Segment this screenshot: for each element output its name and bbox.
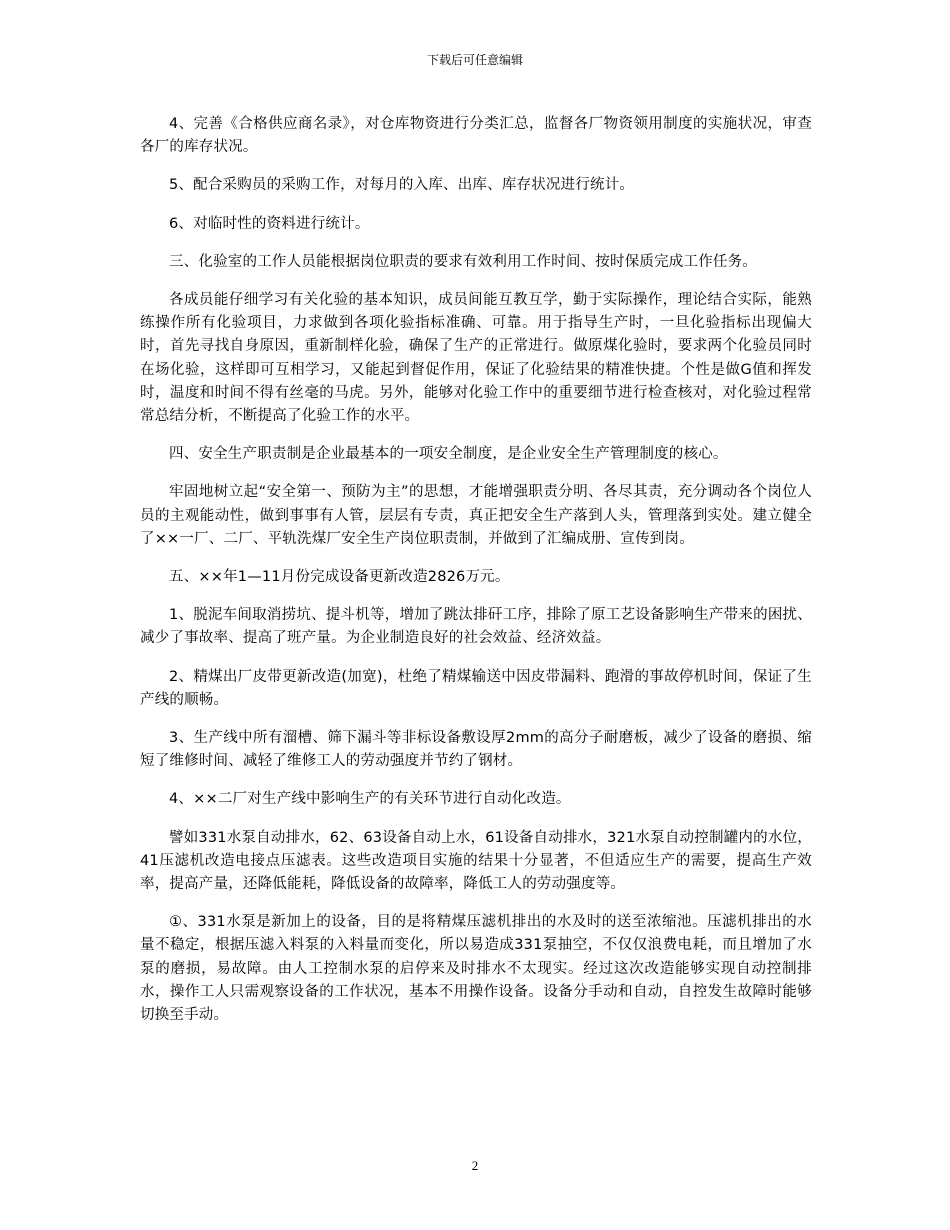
paragraph-item-6: 6、对临时性的资料进行统计。 <box>169 215 370 232</box>
paragraph-upgrade-3: 3、生产线中所有溜槽、筛下漏斗等非标设备敷设厚2mm的高分子耐磨板，减少了设备的磨损、缩短了维修时间、减轻了维修工人的劳动强度并节约了钢材。 <box>140 730 812 770</box>
section-heading-3: 三、化验室的工作人员能根据岗位职责的要求有效利用工作时间、按时保质完成工作任务。 <box>169 253 757 270</box>
paragraph-upgrade-2: 2、精煤出厂皮带更新改造(加宽)，杜绝了精煤输送中因皮带漏料、跑滑的事故停机时间，保证了生产线的顺畅。 <box>140 668 812 708</box>
paragraph-upgrade-1: 1、脱泥车间取消捞坑、提斗机等，增加了跳汰排矸工序，排除了原工艺设备影响生产带来的困扰、减少了事故率、提高了班产量。为企业制造良好的社会效益、经济效益。 <box>140 607 812 647</box>
page-number: 2 <box>471 1158 479 1173</box>
paragraph-automation-examples: 譬如331水泵自动排水，62、63设备自动上水，61设备自动排水，321水泵自动控制罐内的水位，41压滤机改造电接点压滤表。这些改造项目实施的结果十分显著，不但适应生产的需要，提高生产效率，提高产量，还降低能耗，降低设备的故障率，降低工人的劳动强度等。 <box>140 829 812 893</box>
paragraph-item-4: 4、完善《合格供应商名录》，对仓库物资进行分类汇总，监督各厂物资领用制度的实施状况，审查各厂的库存状况。 <box>140 116 812 156</box>
section-heading-4: 四、安全生产职责制是企业最基本的一项安全制度，是企业安全生产管理制度的核心。 <box>169 446 728 463</box>
section-heading-5: 五、××年1—11月份完成设备更新改造2826万元。 <box>169 569 510 586</box>
paragraph-pump-331: ①、331水泵是新加上的设备，目的是将精煤压滤机排出的水及时的送至浓缩池。压滤机排出的水量不稳定，根据压滤入料泵的入料量而变化，所以易造成331泵抽空，不仅仅浪费电耗，而且增加了水泵的磨损，易故障。由人工控制水泵的启停来及时排水不太现实。经过这次改造能够实现自动控制排水，操作工人只需观察设备的工作状况，基本不用操作设备。设备分手动和自动，自控发生故障时能够切换至手动。 <box>140 914 812 1024</box>
header-title: 下载后可任意编辑 <box>426 53 523 67</box>
page-header <box>0 52 950 68</box>
paragraph-item-5: 5、配合采购员的采购工作，对每月的入库、出库、库存状况进行统计。 <box>169 177 635 194</box>
paragraph-safety: 牢固地树立起“安全第一、预防为主”的思想，才能增强职责分明、各尽其责，充分调动各个岗位人员的主观能动性，做到事事有人管，层层有专责，真正把安全生产落到人头，管理落到实处。建立健全了××一厂、二厂、平轨洗煤厂安全生产岗位职责制，并做到了汇编成册、宣传到岗。 <box>140 484 812 547</box>
paragraph-upgrade-4: 4、××二厂对生产线中影响生产的有关环节进行自动化改造。 <box>169 791 571 808</box>
document-body <box>140 113 812 1042</box>
paragraph-lab-staff: 各成员能仔细学习有关化验的基本知识，成员间能互教互学，勤于实际操作，理论结合实际，能熟练操作所有化验项目，力求做到各项化验指标准确、可靠。用于指导生产时，一旦化验指标出现偏大时，首先寻找自身原因，重新制样化验，确保了生产的正常进行。做原煤化验时，要求两个化验员同时在场化验，这样即可互相学习，又能起到督促作用，保证了化验结果的精准快捷。个性是做G值和挥发时，温度和时间不得有丝毫的马虎。另外，能够对化验工作中的重要细节进行检查核对，对化验过程常常总结分析，不断提高了化验工作的水平。 <box>140 292 812 425</box>
